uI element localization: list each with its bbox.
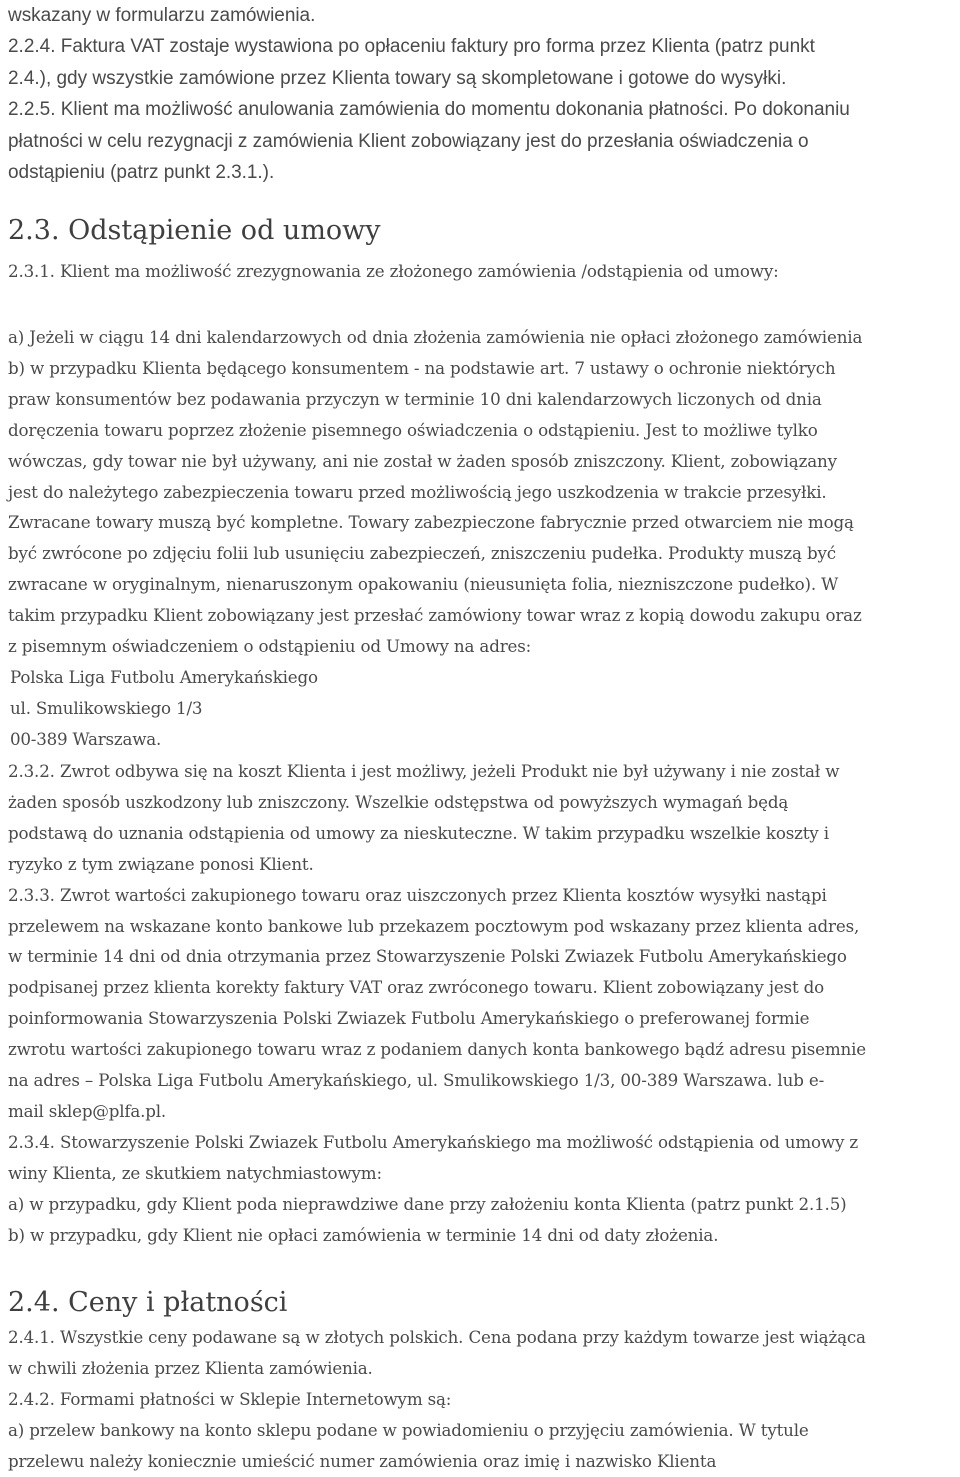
text-line: być zwrócone po zdjęciu folii lub usunięciu zabezpieczeń, zniszczeniu pudełka. Produkty muszą być <box>8 543 836 564</box>
intro-paragraph <box>8 0 960 188</box>
text-line: podstawą do uznania odstąpienia od umowy za nieskuteczne. W takim przypadku wszelkie koszty i <box>8 822 829 843</box>
text-line: ryzyko z tym związane ponosi Klient. <box>8 853 314 874</box>
text-line: 2.3.3. Zwrot wartości zakupionego towaru oraz uiszczonych przez Klienta kosztów wysyłki nastąpi <box>8 884 827 905</box>
text-line: na adres – Polska Liga Futbolu Amerykańskiego, ul. Smulikowskiego 1/3, 00-389 Warszawa. lub e- <box>8 1070 825 1091</box>
text-line: 2.2.4. Faktura VAT zostaje wystawiona po opłaceniu faktury pro forma przez Klienta (patrz punkt <box>8 36 815 58</box>
text-line: z pisemnym oświadczeniem o odstąpieniu od Umowy na adres: <box>8 636 532 657</box>
text-line: w chwili złożenia przez Klienta zamówienia. <box>8 1357 373 1378</box>
text-line: 2.4.2. Formami płatności w Sklepie Internetowym są: <box>8 1388 452 1409</box>
text-line: Zwracane towary muszą być kompletne. Towary zabezpieczone fabrycznie przed otwarciem nie mogą <box>8 512 854 533</box>
text-line: a) Jeżeli w ciągu 14 dni kalendarzowych od dnia złożenia zamówienia nie opłaci złożonego zamówienia <box>8 327 863 347</box>
return-address <box>8 662 960 755</box>
text-line: a) w przypadku, gdy Klient poda nieprawdziwe dane przy założeniu konta Klienta (patrz punkt 2.1.5) <box>8 1193 847 1214</box>
withdrawal-intro <box>8 256 960 287</box>
text-line: w terminie 14 dni od dnia otrzymania przez Stowarzyszenie Polski Zwiazek Futbolu Amerykańskiego <box>8 946 847 967</box>
text-line: jest do należytego zabezpieczenia towaru przed możliwością jego uszkodzenia w trakcie przesyłki. <box>8 481 827 502</box>
address-line: 00-389 Warszawa. <box>10 728 162 749</box>
text-line: a) przelew bankowy na konto sklepu podane w powiadomieniu o przyjęciu zamówienia. W tytule <box>8 1419 809 1440</box>
text-line: 2.3.4. Stowarzyszenie Polski Zwiazek Futbolu Amerykańskiego ma możliwość odstąpienia od umowy z <box>8 1131 859 1152</box>
text-line: mail sklep@plfa.pl. <box>8 1100 166 1121</box>
address-line: Polska Liga Futbolu Amerykańskiego <box>10 667 318 687</box>
text-line: winy Klienta, ze skutkiem natychmiastowym: <box>8 1162 382 1183</box>
withdrawal-body <box>8 322 960 662</box>
text-line: 2.2.5. Klient ma możliwość anulowania zamówienia do momentu dokonania płatności. Po dokonaniu <box>8 99 850 121</box>
text-line: takim przypadku Klient zobowiązany jest przesłać zamówiony towar wraz z kopią dowodu zakupu oraz <box>8 605 862 626</box>
text-line: praw konsumentów bez podawania przyczyn w terminie 10 dni kalendarzowych liczonych od dnia <box>8 388 822 409</box>
text-line: b) w przypadku, gdy Klient nie opłaci zamówienia w terminie 14 dni od daty złożenia. <box>8 1224 719 1245</box>
section-heading-prices: 2.4. Ceny i płatności <box>8 1287 288 1318</box>
text-line: zwracane w oryginalnym, nienaruszonym opakowaniu (nieusunięta folia, niezniszczone pudełko). W <box>8 574 839 595</box>
text-line: przelewem na wskazane konto bankowe lub przekazem pocztowym pod wskazany przez klienta adres, <box>8 915 860 936</box>
text-line: odstąpieniu (patrz punkt 2.3.1.). <box>8 162 275 184</box>
text-line: żaden sposób uszkodzony lub zniszczony. Wszelkie odstępstwa od powyższych wymagań będą <box>8 791 789 812</box>
section-heading-withdrawal: 2.3. Odstąpienie od umowy <box>8 215 381 246</box>
text-line: 2.4.), gdy wszystkie zamówione przez Klienta towary są skompletowane i gotowe do wysyłki. <box>8 67 787 89</box>
text-line: wskazany w formularzu zamówienia. <box>8 5 316 26</box>
withdrawal-rest <box>8 756 960 1251</box>
text-line: 2.4.1. Wszystkie ceny podawane są w złotych polskich. Cena podana przy każdym towarze jest wiążąca <box>8 1327 866 1347</box>
address-line: ul. Smulikowskiego 1/3 <box>10 697 203 718</box>
text-line: poinformowania Stowarzyszenia Polski Zwiazek Futbolu Amerykańskiego o preferowanej formie <box>8 1008 810 1029</box>
text-line: zwrotu wartości zakupionego towaru wraz z podaniem danych konta bankowego bądź adresu pisemnie <box>8 1039 867 1060</box>
text-line: doręczenia towaru poprzez złożenie pisemnego oświadczenia o odstąpieniu. Jest to możliwe tylko <box>8 419 818 440</box>
text-line: przelewu należy koniecznie umieścić numer zamówienia oraz imię i nazwisko Klienta <box>8 1450 717 1471</box>
prices-body <box>8 1322 960 1477</box>
text-line: wówczas, gdy towar nie był używany, ani nie został w żaden sposób zniszczony. Klient, zobowiązany <box>8 450 837 471</box>
text-line: płatności w celu rezygnacji z zamówienia Klient zobowiązany jest do przesłania oświadczenia o <box>8 130 809 152</box>
text-line: 2.3.1. Klient ma możliwość zrezygnowania ze złożonego zamówienia /odstąpienia od umowy: <box>8 261 779 281</box>
text-line: 2.3.2. Zwrot odbywa się na koszt Klienta i jest możliwy, jeżeli Produkt nie był używany i nie został w <box>8 761 840 781</box>
text-line: podpisanej przez klienta korekty faktury VAT oraz zwróconego towaru. Klient zobowiązany jest do <box>8 977 825 998</box>
text-line: b) w przypadku Klienta będącego konsumentem - na podstawie art. 7 ustawy o ochronie niektórych <box>8 357 836 378</box>
